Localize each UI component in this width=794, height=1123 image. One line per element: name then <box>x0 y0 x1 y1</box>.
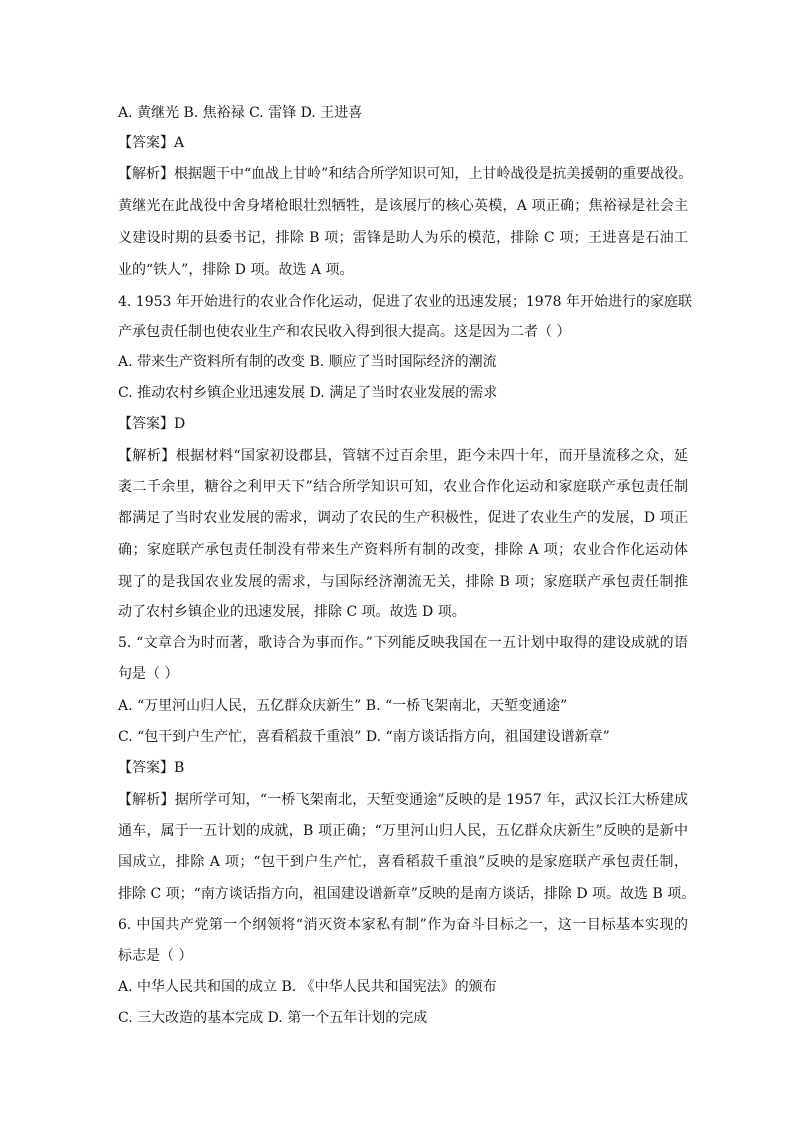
q3-answer: 【答案】A <box>118 135 185 151</box>
q5-analysis-line-1: 【解析】据所学可知，“一桥飞架南北，天堑变通途”反映的是 1957 年，武汉长江大桥建成 <box>118 792 688 808</box>
q4-analysis-line-5: 现了的是我国农业发展的需求，与国际经济潮流无关，排除 B 项；家庭联产承包责任制推 <box>118 574 688 590</box>
q4-analysis-line-3: 都满足了当时农业发展的需求，调动了农民的生产积极性，促进了农业生产的发展，D 项正 <box>118 510 688 526</box>
q4-analysis-line-6: 动了农村乡镇企业的迅速发展，排除 C 项。故选 D 项。 <box>118 604 466 620</box>
q4-analysis-line-4: 确；家庭联产承包责任制没有带来生产资料所有制的改变，排除 A 项；农业合作化运动体 <box>118 542 688 558</box>
q4-option-line-2: C. 推动农村乡镇企业迅速发展 D. 满足了当时农业发展的需求 <box>118 385 498 401</box>
q6-option-line-2: C. 三大改造的基本完成 D. 第一个五年计划的完成 <box>118 1010 428 1026</box>
q4-stem-line-1: 4. 1953 年开始进行的农业合作化运动，促进了农业的迅速发展；1978 年开始进行的家庭联 <box>118 294 692 310</box>
q4-option-line-1: A. 带来生产资料所有制的改变 B. 顺应了当时国际经济的潮流 <box>118 354 497 370</box>
q4-analysis-line-1: 【解析】根据材料“国家初设郡县，管辖不过百余里，距今未四十年，而开垦流移之众，延 <box>118 448 688 464</box>
q5-analysis-line-2: 通车，属于一五计划的成就，B 项正确；“万里河山归人民，五亿群众庆新生”反映的是新中 <box>118 823 688 839</box>
q3-analysis-line-3: 义建设时期的县委书记，排除 B 项；雷锋是助人为乐的模范，排除 C 项；王进喜是石油工 <box>118 230 688 246</box>
q6-stem-line-2: 标志是（ ） <box>118 948 193 964</box>
q4-analysis-line-2: 袤二千余里，糖谷之利甲天下”结合所学知识可知，农业合作化运动和家庭联产承包责任制 <box>118 479 688 495</box>
q4-answer: 【答案】D <box>118 416 186 432</box>
q5-answer: 【答案】B <box>118 760 185 776</box>
q3-analysis-line-1: 【解析】根据题干中“血战上甘岭”和结合所学知识可知，上甘岭战役是抗美援朝的重要战役。 <box>118 166 693 182</box>
q3-options: A. 黄继光 B. 焦裕禄 C. 雷锋 D. 王进喜 <box>118 105 363 121</box>
q5-analysis-line-3: 国成立，排除 A 项；“包干到户生产忙，喜看稻菽千重浪”反映的是家庭联产承包责任制， <box>118 854 688 870</box>
q5-stem-line-2: 句是（ ） <box>118 666 179 682</box>
q5-stem-line-1: 5. “文章合为时而著，歌诗合为事而作。”下列能反映我国在一五计划中取得的建设成就的语 <box>118 635 688 651</box>
q6-option-line-1: A. 中华人民共和国的成立 B. 《中华人民共和国宪法》的颁布 <box>118 979 497 995</box>
q4-stem-line-2: 产承包责任制也使农业生产和农民收入得到很大提高。这是因为二者（ ） <box>118 324 571 340</box>
q3-analysis-line-4: 业的“铁人”，排除 D 项。故选 A 项。 <box>118 262 354 278</box>
q5-option-line-1: A. “万里河山归人民，五亿群众庆新生” B. “一桥飞架南北，天堑变通途” <box>118 698 568 714</box>
q3-analysis-line-2: 黄继光在此战役中舍身堵枪眼壮烈牺牲，是该展厅的核心英模，A 项正确；焦裕禄是社会主 <box>118 198 688 214</box>
q5-analysis-line-4: 排除 C 项；“南方谈话指方向，祖国建设谱新章”反映的是南方谈话，排除 D 项。故选 B 项。 <box>118 886 696 902</box>
q5-option-line-2: C. “包干到户生产忙，喜看稻菽千重浪” D. “南方谈话指方向，祖国建设谱新章” <box>118 729 610 745</box>
q6-stem-line-1: 6. 中国共产党第一个纲领将“消灭资本家私有制”作为奋斗目标之一，这一目标基本实现的 <box>118 917 688 933</box>
